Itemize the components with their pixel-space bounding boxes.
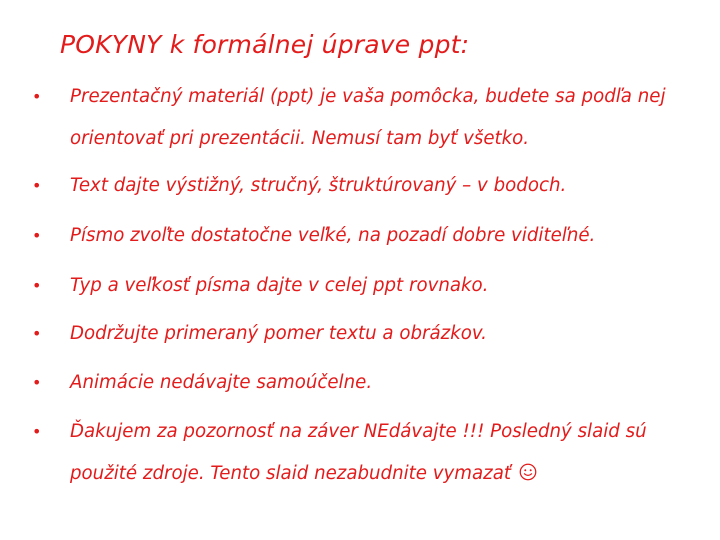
list-item-text: Text dajte výstižný, stručný, štruktúrovaný – v bodoch.: [70, 175, 567, 196]
bullet-icon: •: [32, 226, 42, 245]
list-item-text: Typ a veľkosť písma dajte v celej ppt rovnako.: [70, 275, 489, 296]
bullet-icon: •: [32, 276, 42, 295]
list-item: [32, 265, 692, 307]
bullet-icon: •: [32, 176, 42, 195]
bullet-icon: •: [32, 87, 42, 106]
bullet-icon: •: [32, 324, 42, 343]
list-item-text: Prezentačný materiál (ppt) je vaša pomôcka, budete sa podľa nej orientovať pri prezentácii. Nemusí tam byť všetko.: [70, 86, 666, 149]
list-item: [32, 215, 692, 257]
list-item: [32, 362, 692, 404]
slide-title: POKYNY k formálnej úprave ppt:: [60, 30, 470, 59]
bullet-icon: •: [32, 373, 42, 392]
list-item: [32, 411, 692, 495]
list-item-text: Písmo zvoľte dostatočne veľké, na pozadí dobre viditeľné.: [70, 225, 596, 246]
list-item: [32, 165, 692, 207]
list-item-text-content: Ďakujem za pozornosť na záver NEdávajte !!! Posledný slaid sú použité zdroje. Tento slaid nezabudnite vymazať: [70, 421, 647, 484]
list-item-text: [70, 411, 692, 495]
list-item-text: Animácie nedávajte samoúčelne.: [70, 372, 373, 393]
smiley-icon: [519, 463, 537, 481]
list-item-text: Dodržujte primeraný pomer textu a obrázkov.: [70, 323, 487, 344]
list-item: [32, 76, 692, 160]
list-item: [32, 313, 692, 355]
bullet-icon: •: [32, 422, 42, 441]
